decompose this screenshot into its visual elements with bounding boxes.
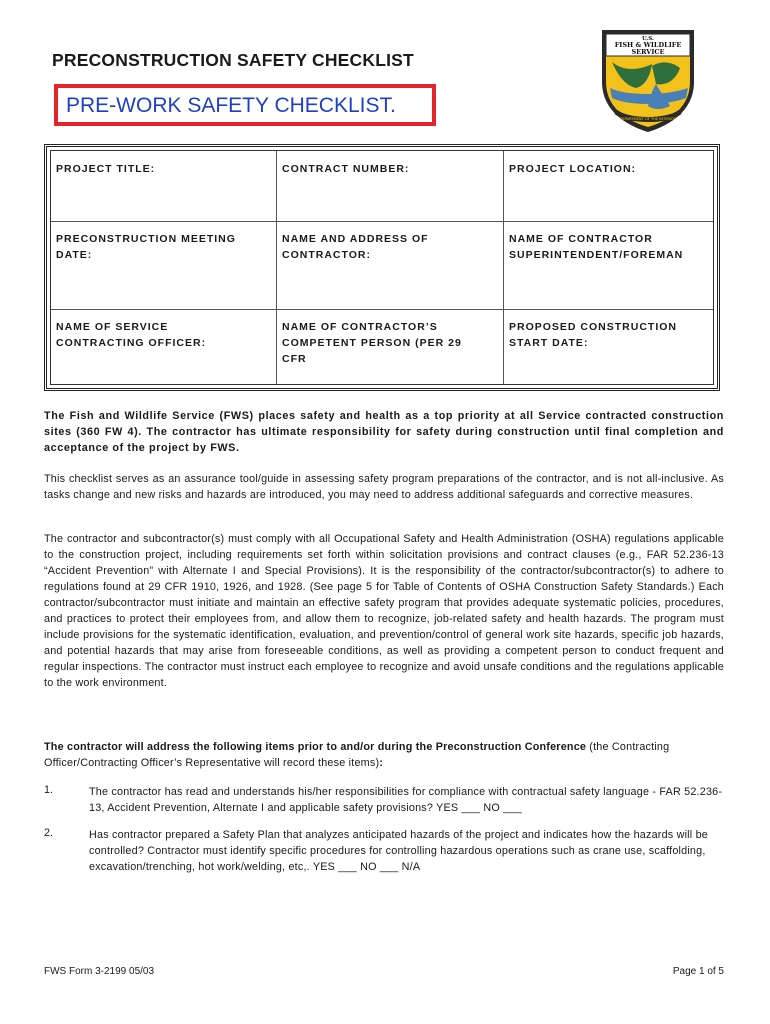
pre-work-heading: PRE-WORK SAFETY CHECKLIST. — [66, 94, 396, 117]
conference-lead: The contractor will address the following items prior to and/or during the Preconstruction Conference — [44, 741, 587, 753]
compliance-paragraph: The contractor and subcontractor(s) must comply with all Occupational Safety and Health Administration (OSHA) regulations applicable to the construction project, including requirements set forth within solicitation provisions and contract clauses (e.g., FAR 52.236-13 “Accident Prevention” with Alternate I and Special Provisions). It is the responsibility of the contractor/subcontractor(s) to adhere to regulations found at 29 CFR 1910, 1926, and 1928. (See page 5 for Table of Contents of OSHA Construction Safety Standards.) Each contractor/subcontractor must initiate and maintain an effective safety program that provides adequate systematic policies, procedures, and practices to protect their employees from, and allow them to recognize, job-related safety and health hazards. The program must include provisions for the systematic identification, evaluation, and prevention/control of general work site hazards, specific job hazards, and potential hazards that may arise from foreseeable conditions, as well as providing a competent person to conduct frequent and regular inspections. The contractor must instruct each employee to recognize and avoid unsafe conditions and the regulations applicable to the work environment. — [44, 533, 724, 689]
competent-person-field[interactable] — [276, 309, 503, 384]
contracting-officer-label-line2: CONTRACTING OFFICER: — [56, 337, 207, 349]
competent-person-label — [282, 319, 462, 367]
form-number: FWS Form 3-2199 05/03 — [44, 966, 155, 977]
competent-person-label-line2: COMPETENT PERSON (PER 29 — [282, 337, 462, 349]
assurance-paragraph: This checklist serves as an assurance tool/guide in assessing safety program preparations of the contractor, and is not all-inclusive. As tasks change and new risks and hazards are introduced, you may need to address additional safeguards and corrective measures. — [44, 473, 724, 501]
start-date-field[interactable] — [503, 309, 713, 384]
contract-number-label: CONTRACT NUMBER: — [282, 163, 410, 175]
item-2-text: Has contractor prepared a Safety Plan that analyzes anticipated hazards of the project and indicates how the hazards will be controlled? Contractor must identify specific procedures for controlling hazardous operations such as crane use, scaffolding, excavation/trenching, hot work/welding, etc,. YES ___ NO ___ N/A — [89, 829, 708, 873]
superintendent-label-line1: NAME OF CONTRACTOR — [509, 233, 653, 245]
contractor-address-label-line1: NAME AND ADDRESS OF — [282, 233, 429, 245]
project-title-field[interactable] — [51, 151, 276, 221]
conference-colon: : — [379, 757, 384, 769]
start-date-label-line2: START DATE: — [509, 337, 589, 349]
logo-line1: U.S. — [642, 36, 654, 42]
page-number: Page 1 of 5 — [672, 966, 724, 977]
superintendent-label-line2: SUPERINTENDENT/FOREMAN — [509, 249, 684, 261]
page-title: PRECONSTRUCTION SAFETY CHECKLIST — [52, 50, 414, 70]
contracting-officer-label — [56, 319, 206, 351]
logo-line2: FISH & WILDLIFE — [614, 41, 682, 49]
contractor-address-label-line2: CONTRACTOR: — [282, 249, 371, 261]
superintendent-field[interactable] — [503, 221, 713, 309]
competent-person-label-line3: CFR — [282, 353, 307, 365]
item-1-number: 1. — [44, 784, 54, 796]
meeting-date-field[interactable] — [51, 221, 276, 309]
logo-line3: SERVICE — [631, 48, 665, 56]
conference-paragraph — [44, 739, 724, 771]
table-row — [51, 309, 713, 384]
project-location-field[interactable] — [503, 151, 713, 221]
fws-logo-icon — [596, 26, 700, 134]
start-date-label — [509, 319, 677, 351]
pre-work-banner — [54, 84, 436, 126]
meeting-date-label-line2: DATE: — [56, 249, 93, 261]
start-date-label-line1: PROPOSED CONSTRUCTION — [509, 321, 678, 333]
contracting-officer-field[interactable] — [51, 309, 276, 384]
contracting-officer-label-line1: NAME OF SERVICE — [56, 321, 169, 333]
contractor-address-field[interactable] — [276, 221, 503, 309]
project-info-table — [44, 144, 720, 391]
intro-paragraph: The Fish and Wildlife Service (FWS) places safety and health as a top priority at all Service contracted construction sites (360 FW 4). The contractor has ultimate responsibility for safety during construction until final completion and acceptance of the project by FWS. — [44, 410, 724, 454]
project-title-label: PROJECT TITLE: — [56, 163, 156, 175]
superintendent-label — [509, 231, 683, 263]
item-2-number: 2. — [44, 827, 54, 839]
competent-person-label-line1: NAME OF CONTRACTOR’S — [282, 321, 438, 333]
logo-ring-text: DEPARTMENT OF THE INTERIOR — [619, 117, 677, 121]
project-location-label: PROJECT LOCATION: — [509, 163, 637, 175]
contract-number-field[interactable] — [276, 151, 503, 221]
meeting-date-label — [56, 231, 236, 263]
item-1-text: The contractor has read and understands his/her responsibilities for compliance with contractual safety language - FAR 52.236-13, Accident Prevention, Alternate I and applicable safety provisions? YES ___ NO ___ — [89, 786, 723, 814]
table-row — [51, 221, 713, 310]
contractor-address-label — [282, 231, 429, 263]
meeting-date-label-line1: PRECONSTRUCTION MEETING — [56, 233, 236, 245]
table-row — [51, 151, 713, 222]
conference-note: (the Contracting Officer/Contracting Officer’s Representative will record these items) — [44, 741, 670, 769]
